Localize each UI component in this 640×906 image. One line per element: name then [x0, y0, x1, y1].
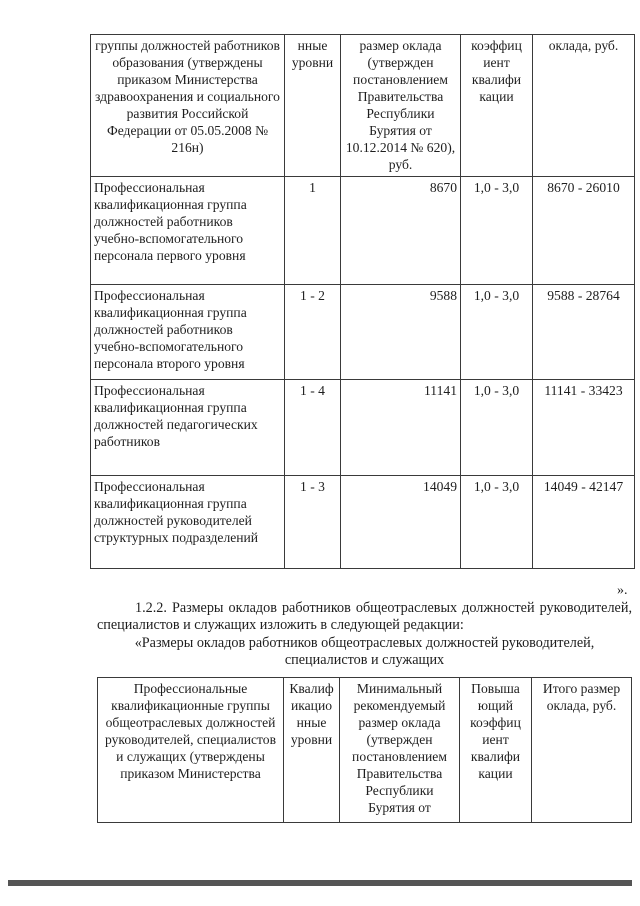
- row-group-name: Профессиональная квалификационная группа должностей работников учебно-вспомогательного персонала первого уровня: [91, 177, 285, 285]
- header-coefficient: коэффиц иент квалифи кации: [461, 35, 533, 177]
- row-coefficient: 1,0 - 3,0: [461, 476, 533, 569]
- header-base-salary: размер оклада (утвержден постановлением Правительства Республики Бурятия от 10.12.2014 № 620), руб.: [341, 35, 461, 177]
- table-row: [91, 177, 635, 285]
- header-qualification-levels: нные уровни: [285, 35, 341, 177]
- closing-quote: ».: [617, 583, 628, 598]
- header-total-salary: Итого размер оклада, руб.: [532, 678, 632, 823]
- row-level: 1: [285, 177, 341, 285]
- row-group-name: Профессиональная квалификационная группа должностей педагогических работников: [91, 380, 285, 476]
- table-header-row: [98, 678, 632, 823]
- row-salary: 9588: [341, 285, 461, 380]
- header-min-salary: Минимальный рекомендуемый размер оклада (утвержден постановлением Правительства Республики Бурятия от: [340, 678, 460, 823]
- row-group-name: Профессиональная квалификационная группа должностей руководителей структурных подразделений: [91, 476, 285, 569]
- row-coefficient: 1,0 - 3,0: [461, 380, 533, 476]
- paragraph-1-2-2: 1.2.2. Размеры окладов работников общеотраслевых должностей руководителей, специалистов и служащих изложить в следующей редакции:: [97, 600, 632, 633]
- header-total-salary: оклада, руб.: [533, 35, 635, 177]
- section-subtitle: «Размеры окладов работников общеотраслевых должностей руководителей, специалистов и служащих: [134, 635, 595, 668]
- header-raising-coefficient: Повыша ющий коэффиц иент квалифи кации: [460, 678, 532, 823]
- row-group-name: Профессиональная квалификационная группа должностей работников учебно-вспомогательного персонала второго уровня: [91, 285, 285, 380]
- table-row: [91, 380, 635, 476]
- row-level: 1 - 3: [285, 476, 341, 569]
- row-total: 8670 - 26010: [533, 177, 635, 285]
- row-level: 1 - 4: [285, 380, 341, 476]
- scan-edge-bar: [8, 880, 632, 886]
- salary-table-general: [97, 677, 632, 823]
- table-header-row: [91, 35, 635, 177]
- header-professional-group: группы должностей работников образования (утверждены приказом Министерства здравоохранения и социального развития Российской Федерации от 05.05.2008 № 216н): [91, 35, 285, 177]
- row-salary: 14049: [341, 476, 461, 569]
- row-coefficient: 1,0 - 3,0: [461, 285, 533, 380]
- row-total: 9588 - 28764: [533, 285, 635, 380]
- header-qualification-levels: Квалиф икацио нные уровни: [284, 678, 340, 823]
- salary-table-education: [90, 34, 635, 569]
- row-coefficient: 1,0 - 3,0: [461, 177, 533, 285]
- table-row: [91, 285, 635, 380]
- row-total: 14049 - 42147: [533, 476, 635, 569]
- row-salary: 11141: [341, 380, 461, 476]
- header-professional-group: Профессиональные квалификационные группы общеотраслевых должностей руководителей, специалистов и служащих (утверждены приказом Министерства: [98, 678, 284, 823]
- table-row: [91, 476, 635, 569]
- row-salary: 8670: [341, 177, 461, 285]
- row-level: 1 - 2: [285, 285, 341, 380]
- row-total: 11141 - 33423: [533, 380, 635, 476]
